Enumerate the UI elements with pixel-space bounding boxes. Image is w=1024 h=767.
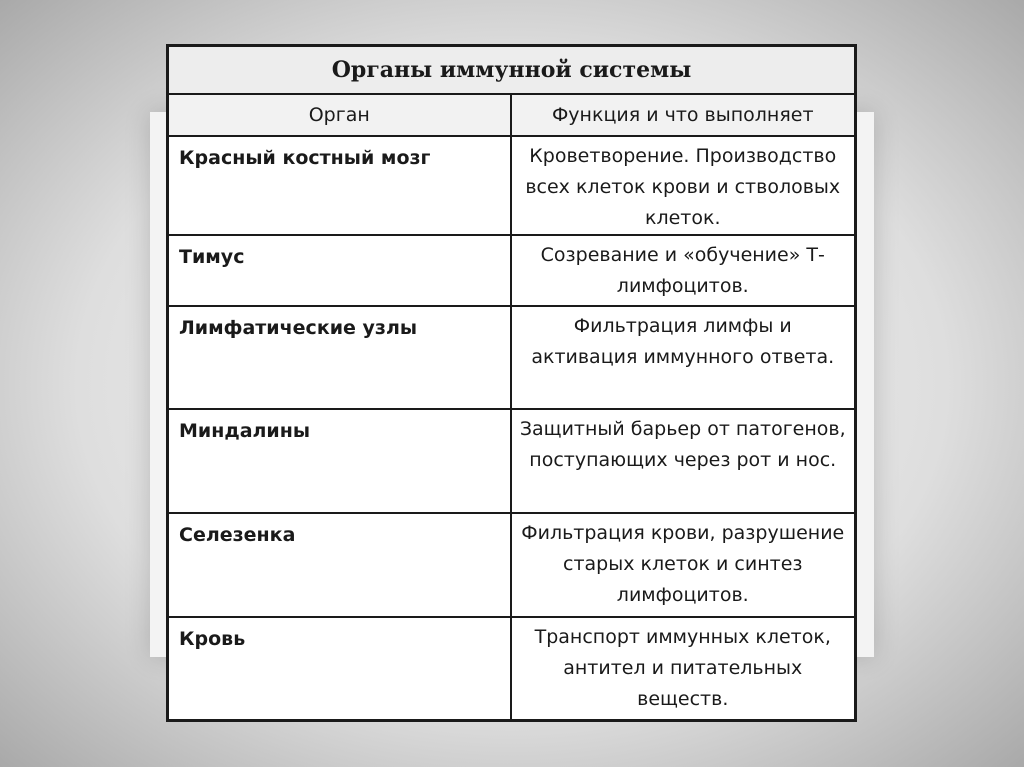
organ-cell: Лимфатические узлы bbox=[168, 306, 511, 409]
immune-organs-table bbox=[166, 44, 857, 722]
table-title: Органы иммунной системы bbox=[168, 46, 856, 95]
table-row bbox=[168, 513, 856, 617]
function-cell: Транспорт иммунных клеток, антител и питательных веществ. bbox=[511, 617, 856, 720]
organ-cell: Красный костный мозг bbox=[168, 136, 511, 235]
function-cell: Фильтрация крови, разрушение старых клеток и синтез лимфоцитов. bbox=[511, 513, 856, 617]
column-header-function: Функция и что выполняет bbox=[511, 94, 856, 136]
table-row bbox=[168, 409, 856, 513]
function-cell: Созревание и «обучение» Т-лимфоцитов. bbox=[511, 235, 856, 306]
table-row bbox=[168, 306, 856, 409]
function-cell: Защитный барьер от патогенов, поступающих через рот и нос. bbox=[511, 409, 856, 513]
function-cell: Кроветворение. Производство всех клеток крови и стволовых клеток. bbox=[511, 136, 856, 235]
organ-cell: Миндалины bbox=[168, 409, 511, 513]
table-row bbox=[168, 136, 856, 235]
organ-cell: Селезенка bbox=[168, 513, 511, 617]
table-row bbox=[168, 617, 856, 720]
table-title-row bbox=[168, 46, 856, 95]
table-row bbox=[168, 235, 856, 306]
function-cell: Фильтрация лимфы и активация иммунного ответа. bbox=[511, 306, 856, 409]
column-header-organ: Орган bbox=[168, 94, 511, 136]
organ-cell: Тимус bbox=[168, 235, 511, 306]
table-header-row bbox=[168, 94, 856, 136]
organ-cell: Кровь bbox=[168, 617, 511, 720]
